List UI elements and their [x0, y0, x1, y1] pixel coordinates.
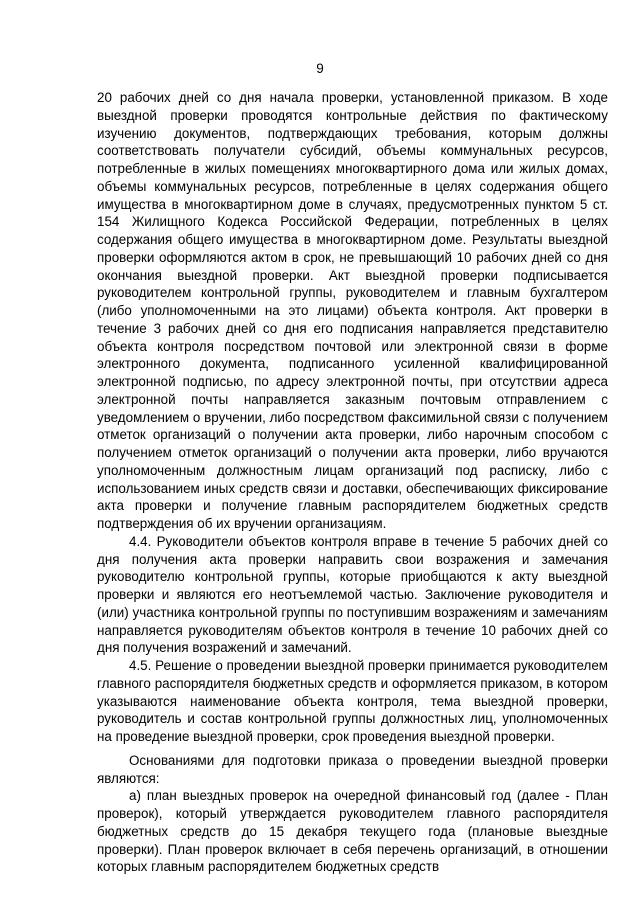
page-number: 9	[316, 61, 324, 76]
paragraph-4-4: 4.4. Руководители объектов контроля вправе в течение 5 рабочих дней со дня получения акта проверки направить свои возражения и замечания руководителю контрольной группы, которые приобщаются к акту выездной проверки и являются его неотъемлемой частью. Заключение руководителя и (или) участника контрольной группы по поступившим возражениям и замечаниям направляется руководителям объектов контроля в течение 10 рабочих дней со дня получения возражений и замечаний.	[97, 533, 608, 656]
paragraph-inspection-procedure: 20 рабочих дней со дня начала проверки, установленной приказом. В ходе выездной проверки проводятся контрольные действия по фактическому изучению документов, подтверждающих требования, которым должны соответствовать получатели субсидий, объемы коммунальных ресурсов, потребленные в жилых помещениях многоквартирного дома или жилых домах, объемы коммунальных ресурсов, потребленные в целях содержания общего имущества в многоквартирном доме в случаях, предусмотренных пунктом 5 ст. 154 Жилищного Кодекса Российской Федерации, потребленных в целях содержания общего имущества в многоквартирном доме. Результаты выездной проверки оформляются актом в срок, не превышающий 10 рабочих дней со дня окончания выездной проверки. Акт выездной проверки подписывается руководителем контрольной группы, руководителем и главным бухгалтером (либо уполномоченными на это лицами) объекта контроля. Акт проверки в течение 3 рабочих дней со дня его подписания направляется представителю объекта контроля посредством почтовой или электронной связи в форме электронного документа, подписанного усиленной квалифицированной электронной подписью, по адресу электронной почты, при отсутствии адреса электронной почты направляется заказным почтовым отправлением с уведомлением о вручении, либо посредством факсимильной связи с получением отметок организаций о получении акта проверки, либо нарочным способом с получением отметок организаций о получении акта проверки, либо вручаются уполномоченным должностным лицам организаций под расписку, либо с использованием иных средств связи и доставки, обеспечивающих фиксирование акта проверки и получение главным распорядителем бюджетных средств подтверждения об их вручении организациям.	[97, 90, 608, 531]
document-body	[97, 89, 608, 876]
paragraph-grounds: Основаниями для подготовки приказа о проведении выездной проверки являются:	[97, 752, 608, 786]
paragraph-4-5: 4.5. Решение о проведении выездной проверки принимается руководителем главного распорядителя бюджетных средств и оформляется приказом, в котором указываются наименование объекта контроля, тема выездной проверки, руководитель и состав контрольной группы должностных лиц, уполномоченных на проведение выездной проверки, срок проведения выездной проверки.	[97, 658, 608, 744]
paragraph-item-a: а) план выездных проверок на очередной финансовый год (далее - План проверок), который утверждается руководителем главного распорядителя бюджетных средств до 15 декабря текущего года (плановые выездные проверки). План проверок включает в себя перечень организаций, в отношении которых главным распорядителем бюджетных средств	[97, 788, 608, 875]
